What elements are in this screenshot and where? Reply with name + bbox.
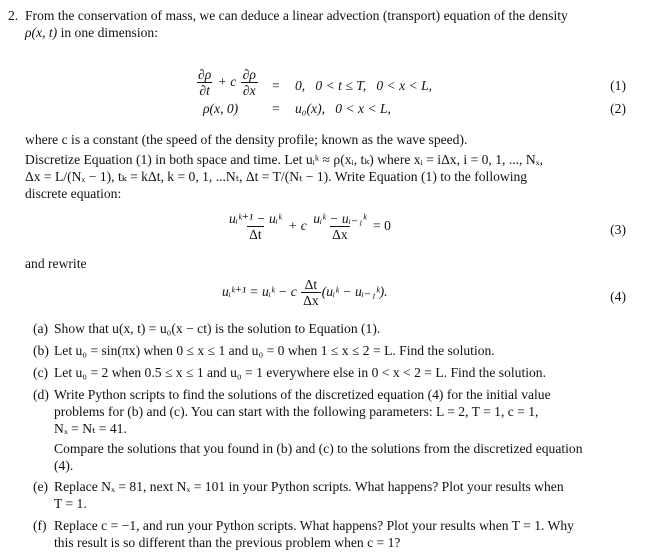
density-symbol: ρ(x, t) <box>25 25 58 40</box>
partial-rho-dx: $\frac{\partial\rho}{\partial x}$ <box>242 67 256 98</box>
equation-1: $\frac{\partial\rho}{\partial t}$ + c $\frac{\partial\rho}{\partial x}$ <box>198 67 256 98</box>
equation-2-lhs: ρ(x, 0) <box>203 101 239 116</box>
paragraph-discretize-line3: discrete equation: <box>25 186 122 201</box>
equation-4-number: (4) <box>610 289 626 304</box>
equation-2-number: (2) <box>610 101 626 116</box>
space-difference: $\frac{\text{uᵢᵏ − uᵢ₋₁ᵏ}}{\Delta x}$ <box>313 211 367 242</box>
paragraph-where-c: where c is a constant (the speed of the density profile; known as the wave speed). <box>25 132 468 147</box>
equation-3: $\frac{\text{uᵢᵏ⁺¹ − uᵢᵏ}}{\Delta t}$ + c $\frac{\text{uᵢᵏ − uᵢ₋₁ᵏ}}{\Delta x}$ = 0 <box>229 211 391 242</box>
intro-line2-text: in one dimension: <box>57 25 158 40</box>
equation-1-rhs: 0, 0 < t ≤ T, 0 < x < L, <box>295 78 433 93</box>
equation-1-equals: = <box>272 78 280 93</box>
paragraph-and-rewrite: and rewrite <box>25 256 87 271</box>
equation-4: uᵢᵏ⁺¹ = uᵢᵏ − c $\frac{\Delta t}{\Delta x}$ (uᵢᵏ − uᵢ₋₁ᵏ). <box>222 277 388 308</box>
paragraph-discretize-line2: Δx = L/(Nₓ − 1), tₖ = kΔt, k = 0, 1, ...Nₜ, Δt = T/(Nₜ − 1). Write Equation (1) to the following <box>25 169 528 184</box>
partial-rho-dt: $\frac{\partial\rho}{\partial t}$ <box>198 67 212 98</box>
equation-1-number: (1) <box>610 78 626 93</box>
equation-2-equals: = <box>272 101 280 116</box>
time-difference: $\frac{\text{uᵢᵏ⁺¹ − uᵢᵏ}}{\Delta t}$ <box>229 211 282 242</box>
problem-intro-line1: From the conservation of mass, we can deduce a linear advection (transport) equation of the density <box>25 8 568 23</box>
equation-3-number: (3) <box>610 222 626 237</box>
equation-2-rhs: u₀(x), 0 < x < L, <box>295 101 391 116</box>
problem-number: 2. <box>8 8 19 23</box>
problem-intro-line2 <box>25 24 158 41</box>
paragraph-discretize-line1: Discretize Equation (1) in both space and time. Let uᵢᵏ ≈ ρ(xᵢ, tₖ) where xᵢ = iΔx, i = 0, 1, ..., Nₓ, <box>25 152 543 167</box>
courant-ratio: $\frac{\Delta t}{\Delta x}$ <box>303 277 319 308</box>
